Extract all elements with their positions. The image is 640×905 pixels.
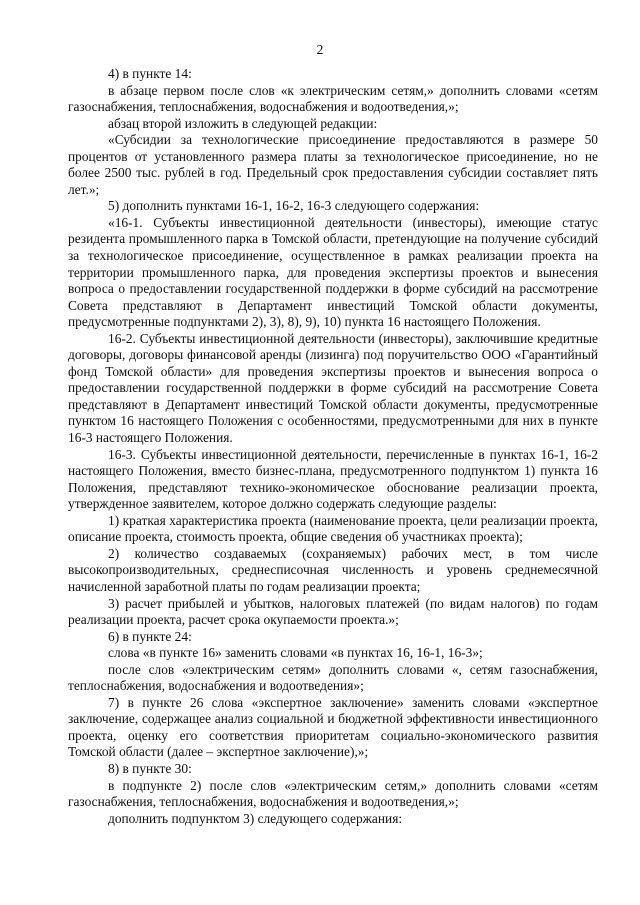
paragraph-16-1: «16-1. Субъекты инвестиционной деятельности (инвесторы), имеющие статус резидента промышленного парка в Томской области, претендующие на получение субсидий за технологическое присоединение, осуществленное в рамках реализации проекта на территории промышленного парка, для проведения экспертизы проектов и вынесения вопроса о предоставлении государственной поддержки в форме субсидий на рассмотрение Совета представляют в Департамент инвестиций Томской области документы, предусмотренные подпунктами 2), 3), 8), 9), 10) пункта 16 настоящего Положения. bbox=[68, 214, 598, 330]
paragraph-section-3: 3) расчет прибылей и убытков, налоговых платежей (по видам налогов) по годам реализации проекта, расчет срока окупаемости проекта.»; bbox=[68, 595, 598, 628]
paragraph-item-6-after: после слов «электрическим сетям» дополнить словами «, сетям газоснабжения, теплоснабжения, водоснабжения и водоотведения»; bbox=[68, 661, 598, 694]
paragraph-item-8: 8) в пункте 30: bbox=[108, 760, 192, 776]
paragraph-item-8-sub3: дополнить подпунктом 3) следующего содержания: bbox=[108, 810, 403, 826]
paragraph-16-3: 16-3. Субъекты инвестиционной деятельности, перечисленные в пунктах 16-1, 16-2 настоящего Положения, вместо бизнес-плана, предусмотренного подпунктом 1) пункта 16 Положения, представляют технико-экономическое обоснование реализации проекта, утвержденное заявителем, которое должно содержать следующие разделы: bbox=[68, 446, 598, 512]
paragraph-item-6: 6) в пункте 24: bbox=[108, 628, 192, 644]
document-body bbox=[68, 66, 598, 827]
page-number: 2 bbox=[316, 42, 324, 57]
paragraph-item-7: 7) в пункте 26 слова «экспертное заключение» заменить словами «экспертное заключение, содержащее анализ социальной и бюджетной эффективности инвестиционного проекта, оценку его соответствия приоритетам социально-экономического развития Томской области (далее – экспертное заключение),»; bbox=[68, 694, 598, 760]
paragraph-abzac-1: в абзаце первом после слов «к электрическим сетям,» дополнить словами «сетям газоснабжения, теплоснабжения, водоснабжения и водоотведения,»; bbox=[68, 82, 598, 115]
paragraph-section-2: 2) количество создаваемых (сохраняемых) рабочих мест, в том числе высокопроизводительных, среднесписочная численность и уровень среднемесячной начисленной заработной платы по годам реализации проекта; bbox=[68, 545, 598, 594]
paragraph-item-8-sub2: в подпункте 2) после слов «электрическим сетям,» дополнить словами «сетям газоснабжения, теплоснабжения, водоснабжения и водоотведения,»; bbox=[68, 777, 598, 810]
paragraph-subsidy-text: «Субсидии за технологические присоединение предоставляются в размере 50 процентов от установленного размера платы за технологическое присоединение, но не более 2500 тыс. рублей в год. Предельный срок предоставления субсидии составляет пять лет.»; bbox=[68, 132, 598, 197]
paragraph-item-4: 4) в пункте 14: bbox=[108, 66, 192, 81]
paragraph-abzac-2: абзац второй изложить в следующей редакции: bbox=[108, 115, 378, 131]
paragraph-16-2: 16-2. Субъекты инвестиционной деятельности (инвесторы), заключившие кредитные договоры, договоры финансовой аренды (лизинга) под поручительство ООО «Гарантийный фонд Томской области» для проведения экспертизы проектов и вынесения вопроса о предоставлении государственной поддержки в форме субсидий на рассмотрение Совета представляют в Департамент инвестиций Томской области документы, предусмотренные пунктом 16 настоящего Положения с особенностями, предусмотренными для них в пункте 16-3 настоящего Положения. bbox=[68, 330, 598, 446]
paragraph-item-5: 5) дополнить пунктами 16-1, 16-2, 16-3 следующего содержания: bbox=[108, 198, 480, 214]
paragraph-item-6-words: слова «в пункте 16» заменить словами «в пунктах 16, 16-1, 16-3»; bbox=[108, 645, 483, 661]
paragraph-section-1: 1) краткая характеристика проекта (наименование проекта, цели реализации проекта, описание проекта, стоимость проекта, общие сведения об участниках проекта); bbox=[68, 512, 598, 545]
